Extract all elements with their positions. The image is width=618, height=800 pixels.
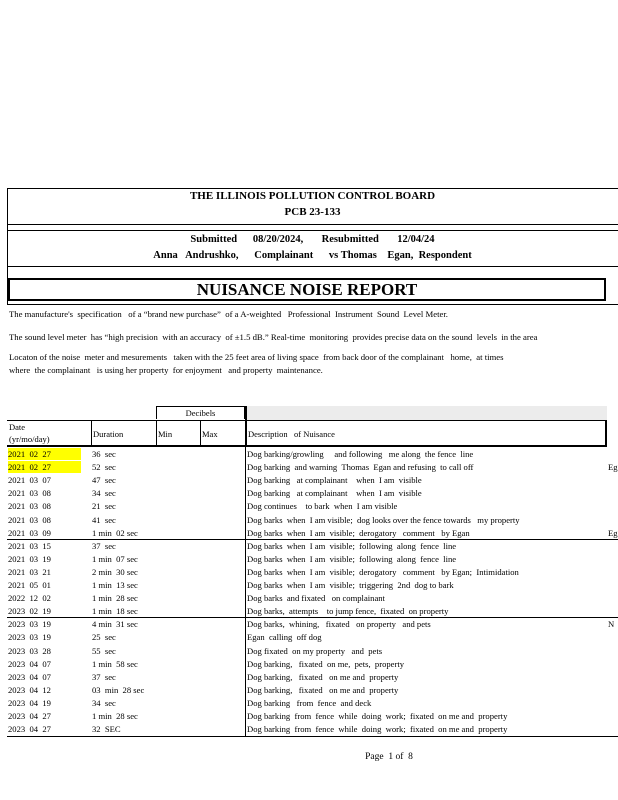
table-row bbox=[7, 631, 618, 644]
section-divider bbox=[7, 617, 618, 618]
row-date: 2023 03 19 bbox=[8, 619, 51, 630]
table-row bbox=[7, 684, 618, 697]
section-divider bbox=[7, 539, 618, 540]
col-divider-max bbox=[200, 420, 201, 447]
row-duration: 21 sec bbox=[92, 501, 116, 512]
row-date: 2021 02 27 bbox=[8, 461, 81, 473]
row-extra: Eg bbox=[608, 527, 618, 538]
table-row bbox=[7, 645, 618, 658]
column-header-min: Min bbox=[158, 429, 173, 439]
row-date: 2023 04 27 bbox=[8, 711, 51, 721]
paragraph-location-1: Locaton of the noise meter and mesurements taken with the 25 feet area of living space from back door of the complainant home, at times bbox=[9, 352, 504, 362]
table-row bbox=[7, 710, 618, 723]
col-divider-min bbox=[156, 420, 157, 447]
row-duration: 37 sec bbox=[92, 540, 116, 551]
header-rule-3 bbox=[7, 266, 618, 267]
decibels-group-header: Decibels bbox=[156, 406, 245, 419]
row-description: Dog barking from fence while doing work; fixated on me and property bbox=[247, 724, 508, 735]
row-date: 2023 03 19 bbox=[8, 632, 51, 643]
row-duration: 1 min 18 sec bbox=[92, 606, 138, 617]
row-date: 2023 04 19 bbox=[8, 697, 51, 708]
row-date: 2023 04 27 bbox=[8, 724, 51, 735]
table-row bbox=[7, 514, 618, 527]
row-duration: 1 min 28 sec bbox=[92, 593, 138, 604]
table-row bbox=[7, 592, 618, 605]
row-description: Dog barks when I am visible; dog looks over the fence towards my property bbox=[247, 514, 520, 525]
case-number: PCB 23-133 bbox=[284, 206, 341, 218]
row-duration: 36 sec bbox=[92, 449, 116, 459]
row-duration: 52 sec bbox=[92, 462, 116, 473]
row-description: Egan calling off dog bbox=[247, 632, 322, 643]
row-date: 2023 03 28 bbox=[8, 645, 51, 656]
row-description: Dog barks when I am visible; derogatory comment by Egan bbox=[247, 527, 470, 538]
paragraph-meter-spec: The manufacture's specification of a “brand new purchase” of a A-weighted Professional Instrument Sound Level Meter. bbox=[9, 309, 448, 319]
table-row bbox=[7, 487, 618, 500]
row-description: Dog barks and fixated on complainant bbox=[247, 593, 385, 604]
table-row bbox=[7, 579, 618, 592]
report-title: NUISANCE NOISE REPORT bbox=[8, 278, 606, 301]
row-description: Dog barking/growling and following me along the fence line bbox=[247, 449, 474, 459]
row-description: Dog barks, whining, fixated on property and pets bbox=[247, 619, 431, 630]
row-description: Dog barking, fixated on me and property bbox=[247, 671, 399, 682]
description-column-border bbox=[245, 447, 246, 736]
row-description: Dog barks, attempts to jump fence, fixated on property bbox=[247, 606, 449, 617]
row-description: Dog barking at complainant when I am visible bbox=[247, 475, 422, 486]
column-header-description: Description of Nuisance bbox=[248, 429, 335, 439]
row-description: Dog barking from fence and deck bbox=[247, 697, 372, 708]
row-date: 2023 04 12 bbox=[8, 684, 51, 695]
row-duration: 34 sec bbox=[92, 488, 116, 499]
row-date: 2021 05 01 bbox=[8, 580, 51, 590]
row-description: Dog barking and warning Thomas Egan and refusing to call off bbox=[247, 462, 474, 473]
row-date: 2021 03 08 bbox=[8, 488, 51, 499]
row-duration: 25 sec bbox=[92, 632, 116, 643]
row-date: 2023 04 07 bbox=[8, 671, 51, 682]
page-number: Page 1 of 8 bbox=[365, 752, 413, 762]
row-duration: 32 SEC bbox=[92, 724, 121, 735]
submission-dates: Submitted 08/20/2024, Resubmitted 12/04/24 bbox=[190, 234, 435, 245]
row-duration: 37 sec bbox=[92, 671, 116, 682]
row-date: 2021 03 08 bbox=[8, 501, 51, 512]
header-rule-2 bbox=[7, 230, 618, 231]
row-extra: N bbox=[608, 619, 615, 630]
table-row bbox=[7, 723, 618, 736]
row-description: Dog barks when I am visible; derogatory comment by Egan; Intimidation bbox=[247, 566, 519, 577]
row-date: 2023 04 07 bbox=[8, 658, 51, 669]
row-description: Dog fixated on my property and pets bbox=[247, 645, 383, 656]
row-duration: 34 sec bbox=[92, 697, 116, 708]
table-header-shade bbox=[245, 406, 607, 420]
row-duration: 1 min 02 sec bbox=[92, 527, 138, 538]
table-row bbox=[7, 461, 618, 474]
row-duration: 41 sec bbox=[92, 514, 116, 525]
table-row bbox=[7, 474, 618, 487]
row-date: 2021 03 19 bbox=[8, 553, 51, 564]
table-row bbox=[7, 500, 618, 513]
case-parties: Anna Andrushko, Complainant vs Thomas Egan, Respondent bbox=[153, 250, 472, 261]
table-bottom-rule bbox=[7, 736, 618, 737]
row-date: 2021 03 09 bbox=[8, 527, 51, 538]
row-date: 2021 03 21 bbox=[8, 566, 51, 577]
row-duration: 1 min 58 sec bbox=[92, 658, 138, 669]
row-duration: 55 sec bbox=[92, 645, 116, 656]
row-description: Dog barks when I am visible; following along fence line bbox=[247, 553, 457, 564]
row-date: 2022 12 02 bbox=[8, 593, 51, 604]
table-row bbox=[7, 671, 618, 684]
row-date: 2021 03 07 bbox=[8, 475, 51, 486]
paragraph-location-2: where the complainant is using her property for enjoyment and property maintenance. bbox=[9, 365, 323, 375]
row-date: 2021 03 08 bbox=[8, 514, 51, 525]
column-header-duration: Duration bbox=[93, 429, 124, 439]
row-description: Dog barks when I am visible; triggering 2nd dog to bark bbox=[247, 580, 454, 590]
column-header-date-line1: Date bbox=[9, 422, 26, 432]
header-top-rule bbox=[7, 188, 618, 189]
row-duration: 1 min 13 sec bbox=[92, 580, 138, 590]
row-description: Dog continues to bark when I am visible bbox=[247, 501, 398, 512]
row-duration: 2 min 30 sec bbox=[92, 566, 138, 577]
paragraph-meter-precision: The sound level meter has “high precision with an accuracy of ±1.5 dB.” Real-time monitoring provides precise data on the sound levels in the area bbox=[9, 332, 538, 342]
table-row bbox=[7, 618, 618, 631]
row-duration: 1 min 07 sec bbox=[92, 553, 138, 564]
row-extra: Eg bbox=[608, 462, 618, 473]
row-duration: 03 min 28 sec bbox=[92, 684, 145, 695]
table-row bbox=[7, 448, 618, 461]
table-row bbox=[7, 540, 618, 553]
row-duration: 47 sec bbox=[92, 475, 116, 486]
row-description: Dog barking at complainant when I am visible bbox=[247, 488, 422, 499]
column-header-max: Max bbox=[202, 429, 218, 439]
row-description: Dog barking, fixated on me and property bbox=[247, 684, 399, 695]
table-row bbox=[7, 697, 618, 710]
col-divider-duration bbox=[91, 420, 92, 447]
header-rule-1 bbox=[7, 224, 618, 225]
row-duration: 4 min 31 sec bbox=[92, 619, 138, 630]
title-underline bbox=[7, 304, 618, 305]
row-description: Dog barks when I am visible; following along fence line bbox=[247, 540, 457, 551]
row-description: Dog barking from fence while doing work; fixated on me and property bbox=[247, 711, 508, 721]
row-date: 2021 03 15 bbox=[8, 540, 51, 551]
board-name: THE ILLINOIS POLLUTION CONTROL BOARD bbox=[189, 190, 436, 202]
column-header-date-line2: (yr/mo/day) bbox=[9, 434, 50, 444]
col-divider-description bbox=[245, 406, 247, 447]
row-description: Dog barking, fixated on me, pets, property bbox=[247, 658, 405, 669]
table-row bbox=[7, 566, 618, 579]
row-duration: 1 min 28 sec bbox=[92, 711, 138, 721]
row-date: 2021 02 27 bbox=[8, 448, 81, 460]
table-row bbox=[7, 553, 618, 566]
row-date: 2023 02 19 bbox=[8, 606, 51, 617]
table-row bbox=[7, 658, 618, 671]
